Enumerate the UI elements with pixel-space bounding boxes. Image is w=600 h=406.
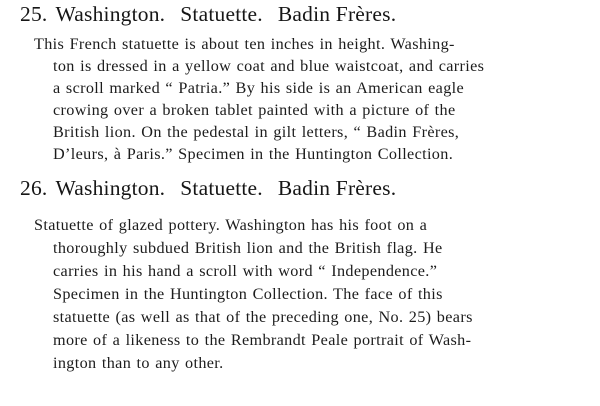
entry-25-line: ton is dressed in a yellow coat and blue waistcoat, and carries — [53, 57, 485, 75]
entry-26-line: Statuette of glazed pottery. Washington has his foot on a — [34, 216, 428, 234]
entry-26-heading — [20, 176, 411, 201]
entry-25-line: D’leurs, à Paris.” Specimen in the Huntington Collection. — [53, 145, 454, 163]
entry-type: Statuette. — [180, 2, 263, 26]
entry-subject: Washington. — [55, 176, 166, 200]
entry-26-line: Specimen in the Huntington Collection. The face of this — [53, 285, 443, 303]
entry-number: 26. — [20, 176, 48, 200]
entry-subject: Washington. — [55, 2, 166, 26]
entry-25-line: British lion. On the pedestal in gilt letters, “ Badin Frères, — [53, 123, 460, 141]
entry-26-line: carries in his hand a scroll with word “ Independence.” — [53, 262, 438, 280]
entry-number: 25. — [20, 2, 48, 26]
entry-25-heading — [20, 2, 411, 27]
entry-25-line: This French statuette is about ten inches in height. Washing- — [34, 35, 455, 53]
entry-25-line: crowing over a broken tablet painted with a picture of the — [53, 101, 456, 119]
entry-maker: Badin Frères. — [277, 2, 397, 26]
entry-25-line: a scroll marked “ Patria.” By his side is an American eagle — [53, 79, 465, 97]
entry-26-line: ington than to any other. — [53, 354, 224, 372]
entry-type: Statuette. — [180, 176, 263, 200]
entry-26-line: thoroughly subdued British lion and the British flag. He — [53, 239, 443, 257]
entry-26-line: more of a likeness to the Rembrandt Peale portrait of Wash- — [53, 331, 472, 349]
entry-26-line: statuette (as well as that of the preceding one, No. 25) bears — [53, 308, 473, 326]
entry-maker: Badin Frères. — [277, 176, 397, 200]
